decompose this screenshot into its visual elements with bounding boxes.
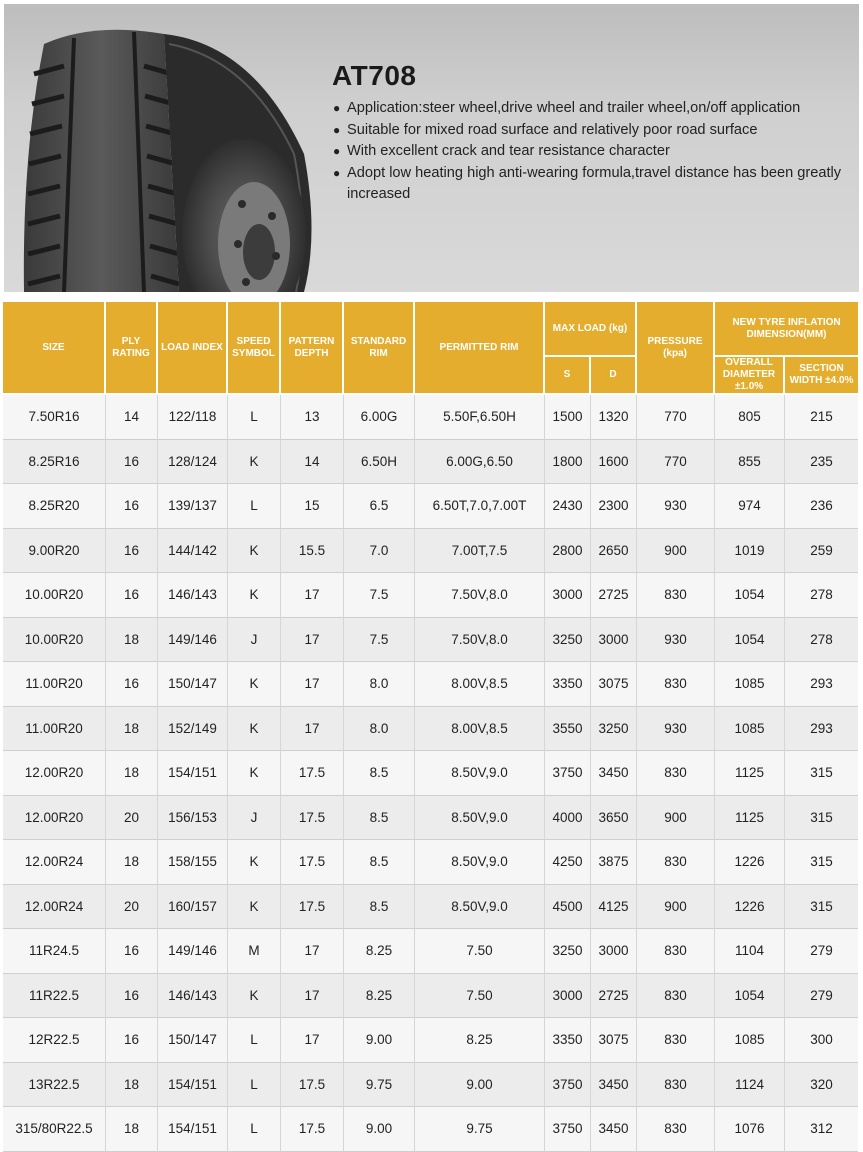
- cell-pressure: 830: [637, 974, 715, 1019]
- cell-permitted-rim: 7.50V,8.0: [415, 573, 545, 618]
- cell-pattern-depth: 17.5: [281, 796, 344, 841]
- cell-permitted-rim: 8.50V,9.0: [415, 840, 545, 885]
- cell-pattern-depth: 17: [281, 618, 344, 663]
- cell-permitted-rim: 9.75: [415, 1107, 545, 1152]
- col-pattern-header: PATTERN DEPTH: [281, 302, 344, 395]
- cell-max-load-s: 4000: [545, 796, 591, 841]
- table-body: [3, 395, 858, 1152]
- tire-image: [4, 4, 334, 292]
- table-row: [3, 840, 858, 885]
- cell-pressure: 830: [637, 1018, 715, 1063]
- col-max-load-s-header: S: [545, 357, 591, 395]
- cell-pressure: 930: [637, 484, 715, 529]
- cell-ply-rating: 18: [106, 751, 158, 796]
- cell-size: 13R22.5: [3, 1063, 106, 1108]
- cell-size: 8.25R20: [3, 484, 106, 529]
- cell-section-width: 312: [785, 1107, 858, 1152]
- cell-section-width: 315: [785, 840, 858, 885]
- cell-overall-diameter: 1226: [715, 840, 785, 885]
- cell-pattern-depth: 17: [281, 929, 344, 974]
- cell-standard-rim: 8.25: [344, 974, 415, 1019]
- cell-max-load-s: 3750: [545, 1063, 591, 1108]
- col-load-index-header: LOAD INDEX: [158, 302, 228, 395]
- cell-ply-rating: 16: [106, 929, 158, 974]
- cell-pattern-depth: 15.5: [281, 529, 344, 574]
- cell-pattern-depth: 17: [281, 573, 344, 618]
- cell-load-index: 146/143: [158, 573, 228, 618]
- cell-section-width: 320: [785, 1063, 858, 1108]
- cell-max-load-d: 2725: [591, 573, 637, 618]
- bullet-icon: ●: [333, 165, 341, 180]
- cell-permitted-rim: 7.50: [415, 974, 545, 1019]
- cell-load-index: 160/157: [158, 885, 228, 930]
- cell-max-load-d: 1320: [591, 395, 637, 440]
- cell-permitted-rim: 7.00T,7.5: [415, 529, 545, 574]
- cell-size: 12.00R24: [3, 885, 106, 930]
- cell-pressure: 830: [637, 1107, 715, 1152]
- cell-load-index: 150/147: [158, 662, 228, 707]
- cell-standard-rim: 8.5: [344, 796, 415, 841]
- cell-size: 7.50R16: [3, 395, 106, 440]
- table-row: [3, 662, 858, 707]
- col-section-width-header: SECTION WIDTH ±4.0%: [785, 357, 858, 395]
- cell-standard-rim: 8.5: [344, 840, 415, 885]
- cell-load-index: 154/151: [158, 1063, 228, 1108]
- feature-text: With excellent crack and tear resistance character: [347, 143, 670, 159]
- cell-load-index: 154/151: [158, 1107, 228, 1152]
- table-row: [3, 1107, 858, 1152]
- cell-speed-symbol: K: [228, 573, 281, 618]
- cell-max-load-d: 1600: [591, 440, 637, 485]
- cell-ply-rating: 18: [106, 618, 158, 663]
- table-row: [3, 751, 858, 796]
- product-description: [332, 60, 852, 206]
- cell-standard-rim: 9.00: [344, 1018, 415, 1063]
- cell-overall-diameter: 1125: [715, 751, 785, 796]
- cell-max-load-s: 3350: [545, 662, 591, 707]
- col-overall-diameter-header: OVERALL DIAMETER ±1.0%: [715, 357, 785, 395]
- table-row: [3, 974, 858, 1019]
- table-header: [3, 302, 858, 395]
- cell-pattern-depth: 17: [281, 707, 344, 752]
- cell-overall-diameter: 855: [715, 440, 785, 485]
- cell-size: 315/80R22.5: [3, 1107, 106, 1152]
- cell-load-index: 128/124: [158, 440, 228, 485]
- bullet-icon: ●: [333, 101, 341, 115]
- cell-size: 11R24.5: [3, 929, 106, 974]
- feature-item: [332, 98, 852, 120]
- feature-item: [332, 120, 852, 142]
- cell-pressure: 830: [637, 573, 715, 618]
- cell-pressure: 770: [637, 395, 715, 440]
- cell-pressure: 900: [637, 529, 715, 574]
- col-standard-rim-header: STANDARD RIM: [344, 302, 415, 395]
- cell-standard-rim: 6.00G: [344, 395, 415, 440]
- cell-section-width: 293: [785, 662, 858, 707]
- cell-ply-rating: 16: [106, 529, 158, 574]
- cell-standard-rim: 9.00: [344, 1107, 415, 1152]
- cell-permitted-rim: 6.00G,6.50: [415, 440, 545, 485]
- cell-max-load-s: 3250: [545, 618, 591, 663]
- cell-speed-symbol: K: [228, 974, 281, 1019]
- cell-size: 12.00R24: [3, 840, 106, 885]
- cell-ply-rating: 18: [106, 1063, 158, 1108]
- cell-section-width: 300: [785, 1018, 858, 1063]
- cell-overall-diameter: 1085: [715, 1018, 785, 1063]
- cell-section-width: 235: [785, 440, 858, 485]
- cell-standard-rim: 8.5: [344, 751, 415, 796]
- cell-ply-rating: 16: [106, 484, 158, 529]
- cell-max-load-s: 2430: [545, 484, 591, 529]
- cell-pattern-depth: 17.5: [281, 1107, 344, 1152]
- cell-overall-diameter: 1054: [715, 573, 785, 618]
- cell-standard-rim: 7.5: [344, 573, 415, 618]
- cell-max-load-d: 4125: [591, 885, 637, 930]
- cell-max-load-d: 3650: [591, 796, 637, 841]
- cell-max-load-s: 3750: [545, 751, 591, 796]
- cell-max-load-s: 3750: [545, 1107, 591, 1152]
- cell-overall-diameter: 974: [715, 484, 785, 529]
- table-row: [3, 484, 858, 529]
- cell-pattern-depth: 17: [281, 662, 344, 707]
- cell-standard-rim: 8.5: [344, 885, 415, 930]
- cell-speed-symbol: J: [228, 796, 281, 841]
- cell-pattern-depth: 17.5: [281, 751, 344, 796]
- cell-max-load-s: 1500: [545, 395, 591, 440]
- col-pressure-header: PRESSURE (kpa): [637, 302, 715, 395]
- table-row: [3, 885, 858, 930]
- cell-pattern-depth: 17.5: [281, 840, 344, 885]
- cell-pattern-depth: 14: [281, 440, 344, 485]
- cell-permitted-rim: 5.50F,6.50H: [415, 395, 545, 440]
- spec-table: [3, 302, 858, 1152]
- cell-load-index: 150/147: [158, 1018, 228, 1063]
- cell-section-width: 279: [785, 929, 858, 974]
- cell-pressure: 830: [637, 662, 715, 707]
- cell-ply-rating: 16: [106, 662, 158, 707]
- cell-ply-rating: 16: [106, 974, 158, 1019]
- col-ply-header: PLY RATING: [106, 302, 158, 395]
- table-row: [3, 529, 858, 574]
- cell-standard-rim: 9.75: [344, 1063, 415, 1108]
- cell-standard-rim: 6.50H: [344, 440, 415, 485]
- cell-pattern-depth: 17.5: [281, 885, 344, 930]
- cell-max-load-d: 2300: [591, 484, 637, 529]
- cell-size: 11.00R20: [3, 707, 106, 752]
- table-row: [3, 1018, 858, 1063]
- cell-max-load-d: 3000: [591, 618, 637, 663]
- cell-speed-symbol: L: [228, 484, 281, 529]
- col-max-load-d-header: D: [591, 357, 637, 395]
- cell-standard-rim: 6.5: [344, 484, 415, 529]
- col-permitted-rim-header: PERMITTED RIM: [415, 302, 545, 395]
- table-row: [3, 796, 858, 841]
- col-dimension-header: NEW TYRE INFLATION DIMENSION(MM): [715, 302, 858, 357]
- cell-pressure: 830: [637, 1063, 715, 1108]
- cell-pressure: 900: [637, 796, 715, 841]
- cell-pressure: 930: [637, 618, 715, 663]
- cell-overall-diameter: 1226: [715, 885, 785, 930]
- cell-pressure: 830: [637, 929, 715, 974]
- cell-max-load-s: 4500: [545, 885, 591, 930]
- cell-load-index: 156/153: [158, 796, 228, 841]
- cell-size: 8.25R16: [3, 440, 106, 485]
- cell-section-width: 259: [785, 529, 858, 574]
- cell-overall-diameter: 1124: [715, 1063, 785, 1108]
- cell-overall-diameter: 1054: [715, 974, 785, 1019]
- cell-speed-symbol: K: [228, 662, 281, 707]
- cell-standard-rim: 8.25: [344, 929, 415, 974]
- bullet-icon: ●: [333, 144, 341, 158]
- cell-overall-diameter: 1054: [715, 618, 785, 663]
- cell-load-index: 122/118: [158, 395, 228, 440]
- cell-permitted-rim: 8.00V,8.5: [415, 662, 545, 707]
- product-hero: [4, 4, 859, 292]
- cell-max-load-d: 3075: [591, 1018, 637, 1063]
- cell-section-width: 236: [785, 484, 858, 529]
- cell-speed-symbol: K: [228, 840, 281, 885]
- cell-pressure: 830: [637, 751, 715, 796]
- cell-max-load-d: 3000: [591, 929, 637, 974]
- cell-permitted-rim: 8.50V,9.0: [415, 885, 545, 930]
- cell-ply-rating: 20: [106, 885, 158, 930]
- cell-permitted-rim: 7.50: [415, 929, 545, 974]
- col-size-header: SIZE: [3, 302, 106, 395]
- cell-speed-symbol: L: [228, 395, 281, 440]
- cell-speed-symbol: M: [228, 929, 281, 974]
- cell-pressure: 930: [637, 707, 715, 752]
- table-row: [3, 929, 858, 974]
- cell-size: 11.00R20: [3, 662, 106, 707]
- cell-section-width: 279: [785, 974, 858, 1019]
- cell-max-load-s: 2800: [545, 529, 591, 574]
- cell-permitted-rim: 8.50V,9.0: [415, 796, 545, 841]
- cell-load-index: 154/151: [158, 751, 228, 796]
- cell-pressure: 830: [637, 840, 715, 885]
- cell-permitted-rim: 8.25: [415, 1018, 545, 1063]
- cell-section-width: 315: [785, 885, 858, 930]
- cell-pressure: 900: [637, 885, 715, 930]
- cell-max-load-s: 1800: [545, 440, 591, 485]
- cell-permitted-rim: 9.00: [415, 1063, 545, 1108]
- bullet-icon: ●: [333, 122, 341, 137]
- cell-ply-rating: 16: [106, 440, 158, 485]
- col-speed-header: SPEED SYMBOL: [228, 302, 281, 395]
- cell-overall-diameter: 1085: [715, 707, 785, 752]
- feature-text: Suitable for mixed road surface and relatively poor road surface: [347, 121, 758, 138]
- cell-section-width: 315: [785, 751, 858, 796]
- cell-max-load-s: 3250: [545, 929, 591, 974]
- cell-speed-symbol: K: [228, 529, 281, 574]
- cell-ply-rating: 16: [106, 573, 158, 618]
- cell-standard-rim: 8.0: [344, 662, 415, 707]
- cell-max-load-d: 3075: [591, 662, 637, 707]
- cell-max-load-s: 3550: [545, 707, 591, 752]
- cell-max-load-s: 3000: [545, 573, 591, 618]
- cell-permitted-rim: 7.50V,8.0: [415, 618, 545, 663]
- cell-max-load-d: 3450: [591, 1107, 637, 1152]
- cell-overall-diameter: 1104: [715, 929, 785, 974]
- feature-text: Application:steer wheel,drive wheel and trailer wheel,on/off application: [347, 100, 801, 116]
- cell-speed-symbol: L: [228, 1018, 281, 1063]
- cell-section-width: 215: [785, 395, 858, 440]
- cell-permitted-rim: 8.50V,9.0: [415, 751, 545, 796]
- cell-standard-rim: 7.0: [344, 529, 415, 574]
- cell-load-index: 158/155: [158, 840, 228, 885]
- cell-max-load-d: 3875: [591, 840, 637, 885]
- cell-speed-symbol: K: [228, 707, 281, 752]
- cell-pattern-depth: 17: [281, 1018, 344, 1063]
- cell-max-load-s: 3350: [545, 1018, 591, 1063]
- feature-item: [332, 141, 852, 163]
- cell-speed-symbol: J: [228, 618, 281, 663]
- cell-max-load-d: 3250: [591, 707, 637, 752]
- cell-overall-diameter: 1085: [715, 662, 785, 707]
- cell-load-index: 139/137: [158, 484, 228, 529]
- table-row: [3, 1063, 858, 1108]
- cell-pattern-depth: 15: [281, 484, 344, 529]
- cell-ply-rating: 16: [106, 1018, 158, 1063]
- table-row: [3, 573, 858, 618]
- cell-load-index: 149/146: [158, 929, 228, 974]
- cell-ply-rating: 18: [106, 1107, 158, 1152]
- cell-ply-rating: 14: [106, 395, 158, 440]
- cell-overall-diameter: 805: [715, 395, 785, 440]
- cell-ply-rating: 18: [106, 707, 158, 752]
- cell-max-load-d: 3450: [591, 751, 637, 796]
- feature-item: [332, 163, 852, 206]
- cell-max-load-d: 3450: [591, 1063, 637, 1108]
- cell-speed-symbol: K: [228, 885, 281, 930]
- cell-ply-rating: 20: [106, 796, 158, 841]
- cell-speed-symbol: K: [228, 440, 281, 485]
- cell-overall-diameter: 1125: [715, 796, 785, 841]
- cell-size: 10.00R20: [3, 573, 106, 618]
- cell-section-width: 278: [785, 573, 858, 618]
- cell-speed-symbol: K: [228, 751, 281, 796]
- cell-permitted-rim: 8.00V,8.5: [415, 707, 545, 752]
- model-title: AT708: [332, 60, 417, 91]
- cell-ply-rating: 18: [106, 840, 158, 885]
- table-row: [3, 707, 858, 752]
- feature-list: [332, 98, 852, 206]
- cell-size: 12.00R20: [3, 751, 106, 796]
- cell-standard-rim: 7.5: [344, 618, 415, 663]
- table-row: [3, 618, 858, 663]
- cell-pattern-depth: 17.5: [281, 1063, 344, 1108]
- cell-load-index: 149/146: [158, 618, 228, 663]
- cell-max-load-d: 2725: [591, 974, 637, 1019]
- cell-size: 12.00R20: [3, 796, 106, 841]
- cell-size: 9.00R20: [3, 529, 106, 574]
- cell-size: 12R22.5: [3, 1018, 106, 1063]
- cell-section-width: 278: [785, 618, 858, 663]
- table-row: [3, 440, 858, 485]
- cell-standard-rim: 8.0: [344, 707, 415, 752]
- cell-load-index: 146/143: [158, 974, 228, 1019]
- cell-speed-symbol: L: [228, 1107, 281, 1152]
- cell-pattern-depth: 17: [281, 974, 344, 1019]
- cell-max-load-s: 3000: [545, 974, 591, 1019]
- cell-load-index: 152/149: [158, 707, 228, 752]
- cell-speed-symbol: L: [228, 1063, 281, 1108]
- cell-overall-diameter: 1076: [715, 1107, 785, 1152]
- table-row: [3, 395, 858, 440]
- feature-text: Adopt low heating high anti-wearing formula,travel distance has been greatly increased: [347, 164, 842, 202]
- cell-load-index: 144/142: [158, 529, 228, 574]
- cell-size: 11R22.5: [3, 974, 106, 1019]
- col-max-load-header: MAX LOAD (kg): [545, 302, 637, 357]
- cell-pattern-depth: 13: [281, 395, 344, 440]
- cell-permitted-rim: 6.50T,7.0,7.00T: [415, 484, 545, 529]
- cell-section-width: 293: [785, 707, 858, 752]
- cell-max-load-s: 4250: [545, 840, 591, 885]
- cell-size: 10.00R20: [3, 618, 106, 663]
- cell-overall-diameter: 1019: [715, 529, 785, 574]
- cell-max-load-d: 2650: [591, 529, 637, 574]
- cell-pressure: 770: [637, 440, 715, 485]
- cell-section-width: 315: [785, 796, 858, 841]
